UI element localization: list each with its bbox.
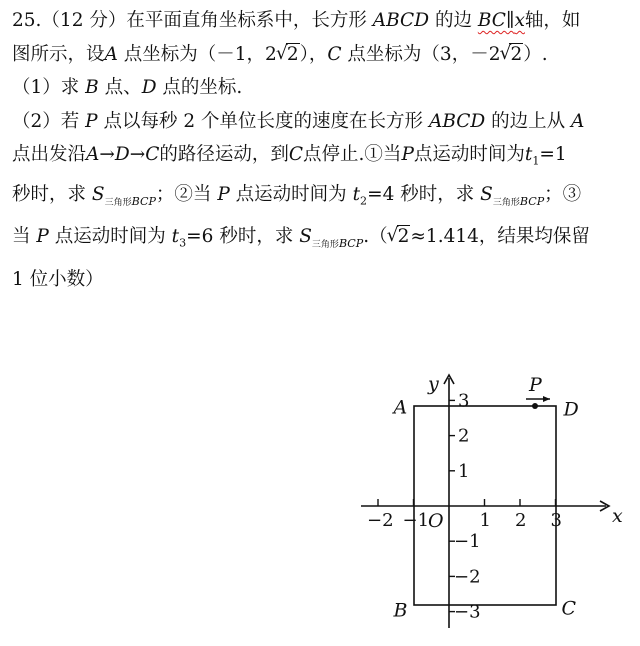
y-tick-label: −2 (454, 566, 481, 588)
text-span: （2）若 (12, 110, 80, 132)
t-var: t (352, 184, 361, 206)
t3-value: =6 (186, 226, 214, 248)
point-p (532, 403, 538, 409)
problem-points: （12 分） (41, 10, 127, 31)
text-span: .（ (363, 226, 388, 248)
text-span: 秒时，求 (400, 184, 475, 206)
y-tick-label: 2 (458, 425, 470, 447)
parallel-symbol: ∥ (505, 10, 515, 31)
x-tick-label: 1 (479, 510, 491, 531)
text-span: 点坐标为（3，－2 (347, 43, 501, 65)
y-tick-label: 3 (458, 390, 470, 412)
triangle-word: 三角形 (104, 197, 132, 208)
triangle-bcp: BCP (131, 194, 156, 208)
t1-subscript: 1 (532, 154, 540, 168)
text-span: 当 (12, 226, 31, 248)
x-tick-label: −2 (367, 510, 394, 531)
x-tick-label: −1 (402, 510, 430, 531)
point-c-inline: C (327, 43, 342, 65)
sqrt-radicand: 2 (286, 43, 299, 65)
t2-value: =4 (367, 184, 395, 206)
y-axis-label: y (428, 373, 439, 395)
text-span: 点运动时间为 (235, 184, 347, 206)
origin-label: O (428, 510, 444, 532)
y-tick-label: 1 (458, 460, 470, 482)
text-span: 的边 (434, 10, 472, 31)
sqrt-radicand: 2 (397, 226, 410, 248)
text-span: 秒时，求 (12, 184, 87, 206)
point-b-inline: B (85, 77, 99, 98)
area-s: S (480, 184, 493, 206)
axis-x-inline: x (514, 10, 525, 31)
text-span: （1）求 (12, 77, 80, 98)
triangle-bcp: BCP (519, 194, 545, 208)
sqrt-radicand: 2 (510, 43, 523, 65)
text-span: 的边上从 (491, 110, 566, 132)
vertex-label-b: B (393, 599, 408, 622)
text-span: 轴，如 (524, 10, 581, 31)
y-tick-label: −1 (454, 531, 481, 553)
x-tick-label: 2 (515, 510, 527, 531)
vertex-label-a: A (393, 396, 408, 419)
text-span: 点运动时间为 (54, 226, 166, 248)
point-c-inline: C (288, 144, 304, 165)
point-p-inline: P (217, 184, 230, 206)
text-span: 的路径运动，到 (159, 144, 289, 165)
text-span: 点的坐标. (162, 77, 243, 98)
triangle-bcp: BCP (338, 237, 364, 251)
path-adc: A→D→C (86, 144, 160, 165)
t-var: t (524, 144, 533, 165)
text-span: ；②当 (155, 184, 212, 206)
point-p-inline: P (36, 226, 49, 248)
vertex-label-d: D (563, 398, 579, 421)
text-span: 点停止.①当 (303, 144, 402, 165)
text-span: 点坐标为（－1，2 (123, 43, 277, 65)
t2-subscript: 2 (360, 194, 368, 208)
vertex-labels (392, 396, 579, 621)
text-span: 在平面直角坐标系中，长方形 (126, 10, 367, 31)
t-var: t (171, 226, 180, 248)
rect-name: ABCD (372, 10, 430, 31)
side-bc: BC (477, 10, 506, 31)
triangle-word: 三角形 (311, 240, 339, 251)
text-span: 秒时，求 (219, 226, 294, 248)
point-p-inline: P (401, 144, 414, 165)
text-span: 点、 (104, 77, 142, 98)
point-d-inline: D (141, 77, 157, 98)
text-span: ）， (299, 43, 328, 65)
t1-value: =1 (539, 144, 567, 165)
point-a-inline: A (104, 43, 118, 65)
text-span: 点运动时间为 (413, 144, 525, 165)
text-span: ）. (523, 43, 548, 65)
text-span: 点出发沿 (12, 144, 87, 165)
area-s: S (91, 184, 105, 206)
x-tick-label: 3 (550, 510, 562, 531)
text-span: ；③ (544, 184, 582, 206)
area-s: S (299, 226, 312, 248)
x-axis-label: x (612, 505, 623, 527)
point-p-label: P (529, 374, 542, 396)
t3-subscript: 3 (179, 237, 187, 251)
text-span: 图所示，设 (12, 43, 105, 65)
vertex-label-c: C (561, 597, 577, 620)
text-span: 点以每秒 2 个单位长度的速度在长方形 (103, 110, 424, 132)
text-span: ≈1.414，结果均保留 (410, 226, 590, 248)
y-tick-label: −3 (454, 601, 481, 623)
x-ticks (367, 499, 562, 531)
problem-number: 25. (12, 10, 42, 31)
rect-name: ABCD (428, 110, 486, 132)
text-span: 1 位小数） (12, 268, 104, 290)
triangle-word: 三角形 (492, 197, 520, 208)
point-a-inline: A (571, 110, 585, 132)
point-p-inline: P (85, 110, 98, 132)
